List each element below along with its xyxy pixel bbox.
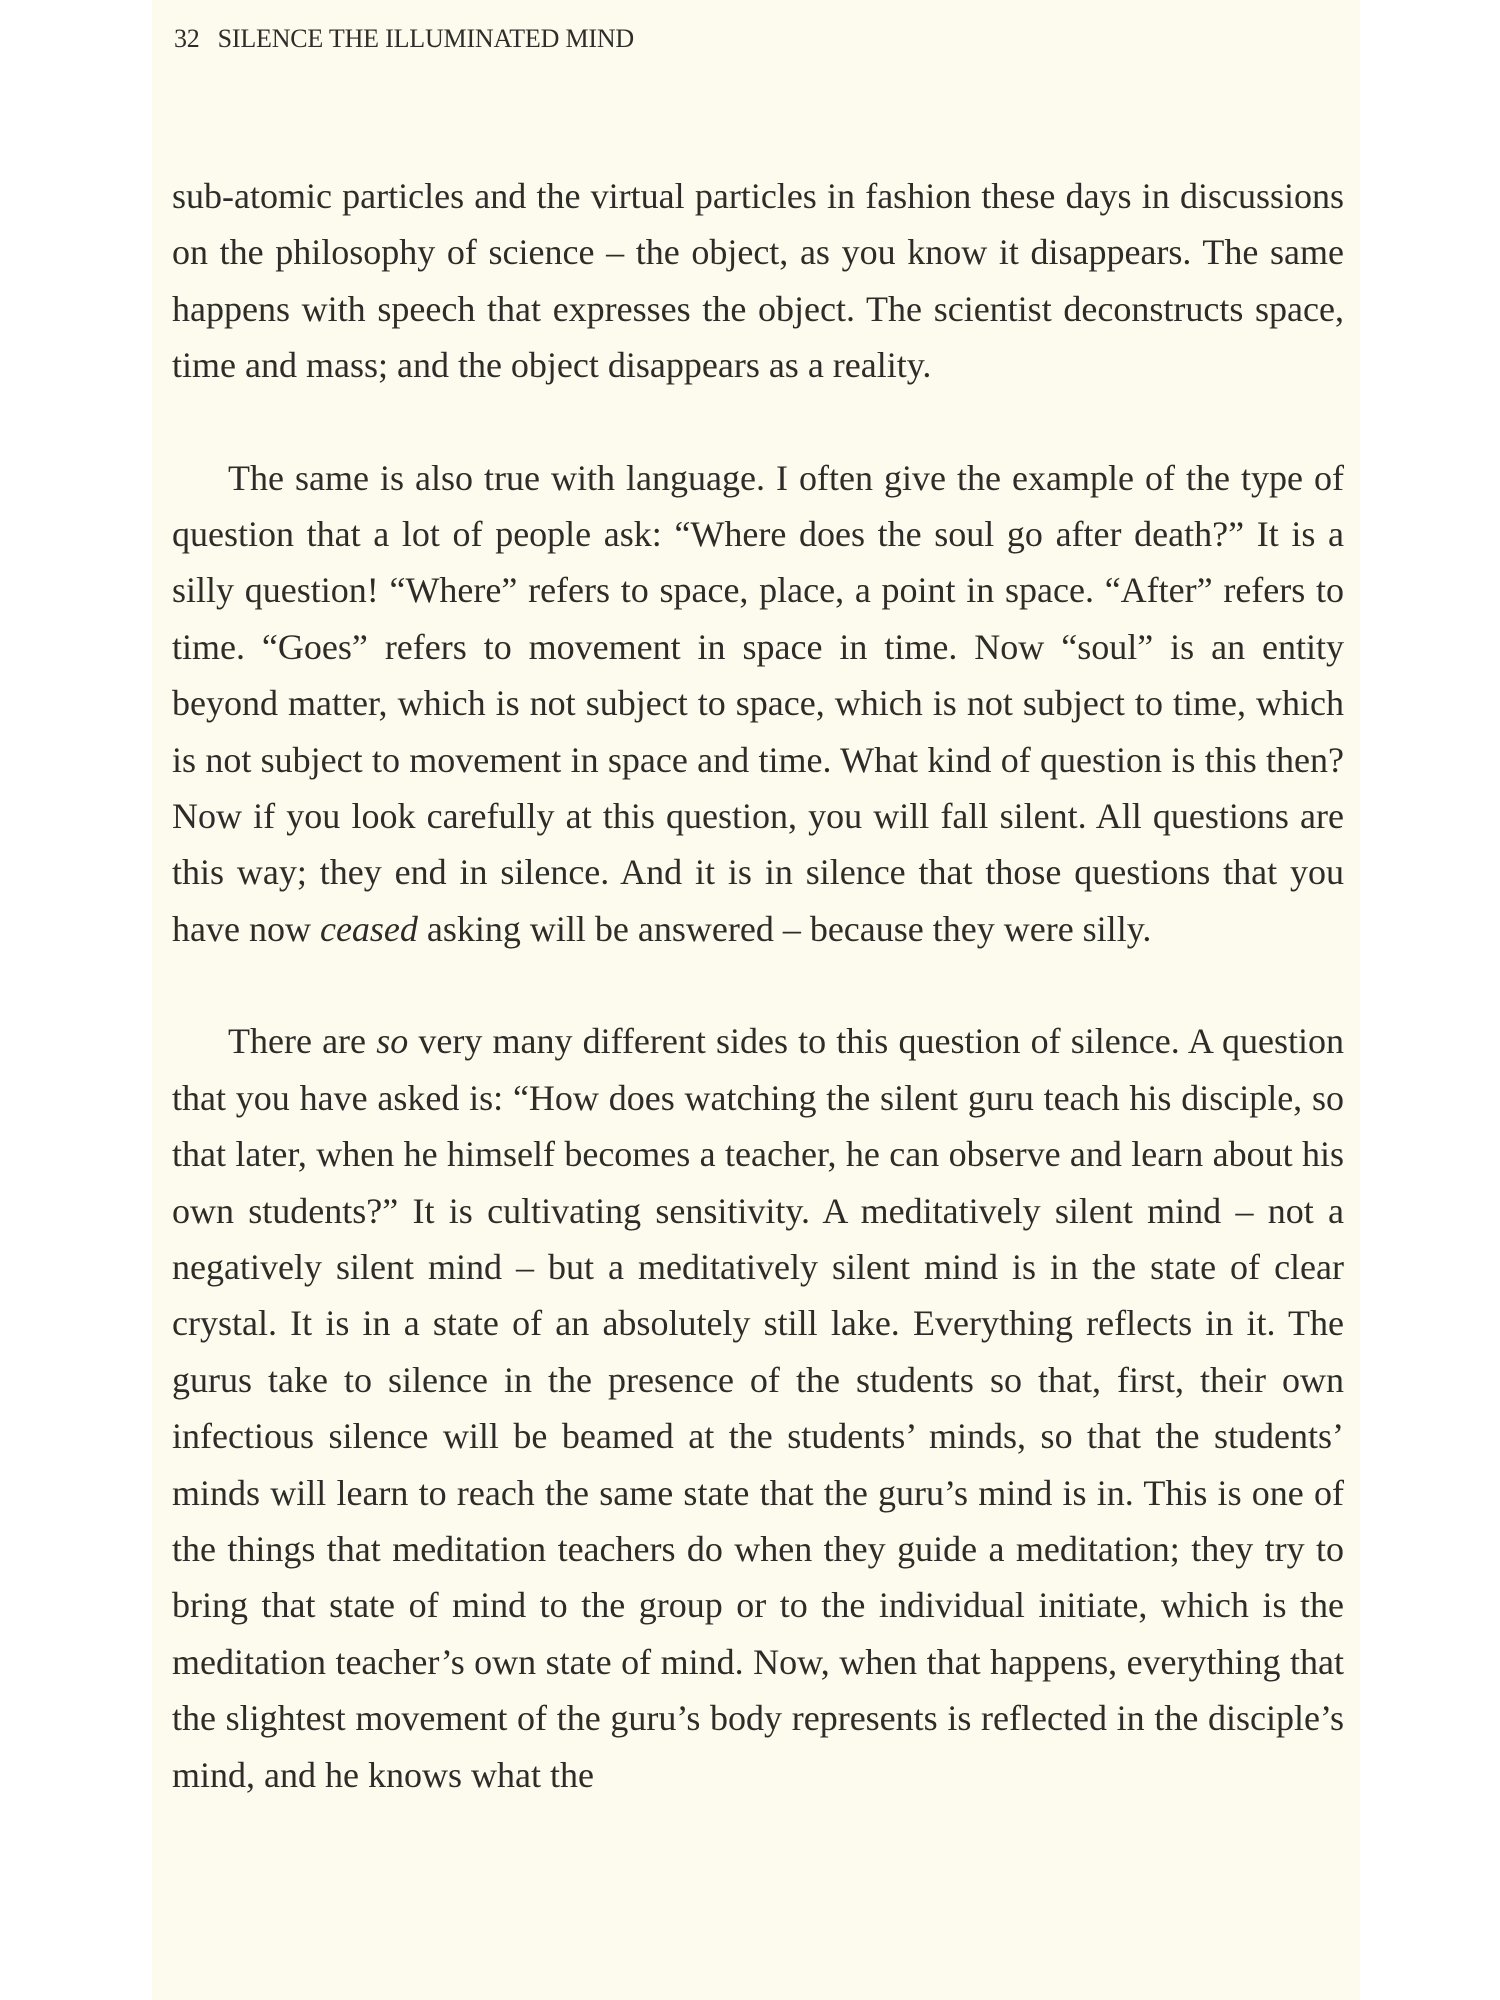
paragraph-3 bbox=[172, 1013, 1344, 1803]
body-text bbox=[172, 168, 1344, 1859]
running-head bbox=[174, 24, 634, 54]
page-number: 32 bbox=[174, 24, 200, 53]
paragraph-1: sub-atomic particles and the virtual particles in fashion these days in discussions on the philosophy of science – the object, as you know it disappears. The same happens with speech that expresses the object. The scientist deconstructs space, time and mass; and the object disappears as a reality. bbox=[172, 176, 1344, 386]
emphasis-ceased: ceased bbox=[319, 908, 418, 949]
emphasis-so: so bbox=[376, 1021, 409, 1062]
paragraph-2-text-a: The same is also true with language. I often give the example of the type of question that a lot of people ask: “Where does the soul go after death?” It is a silly question! “Where” refers to space, place, a point in space. “After” refers to time. “Goes” refers to movement in space in time. Now “soul” is an entity beyond matter, which is not subject to space, which is not subject to time, which is not subject to movement in space and time. What kind of question is this then? Now if you look carefully at this question, you will fall silent. All questions are this way; they end in silence. And it is in silence that those questions that you have now bbox=[172, 457, 1344, 949]
book-page bbox=[152, 0, 1360, 2000]
paragraph-2 bbox=[172, 450, 1344, 958]
paragraph-2-text-b: asking will be answered – because they were silly. bbox=[417, 908, 1152, 949]
paragraph-3-text-a: There are bbox=[228, 1021, 377, 1062]
paragraph-3-text-b: very many different sides to this question of silence. A question that you have asked is: “How does watching the silent guru teach his disciple, so that later, when he himself becomes a teacher, he can observe and learn about his own students?” It is cultivating sensitivity. A meditatively silent mind – not a negatively silent mind – but a meditatively silent mind is in the state of clear crystal. It is in a state of an absolutely still lake. Everything reflects in it. The gurus take to silence in the presence of the students so that, first, their own infectious silence will be beamed at the students’ minds, so that the students’ minds will learn to reach the same state that the guru’s mind is in. This is one of the things that meditation teachers do when they guide a meditation; they try to bring that state of mind to the group or to the individual initiate, which is the meditation teacher’s own state of mind. Now, when that happens, everything that the slightest movement of the guru’s body represents is reflected in the disciple’s mind, and he knows what the bbox=[172, 1021, 1345, 1795]
running-title: SILENCE THE ILLUMINATED MIND bbox=[217, 24, 634, 53]
